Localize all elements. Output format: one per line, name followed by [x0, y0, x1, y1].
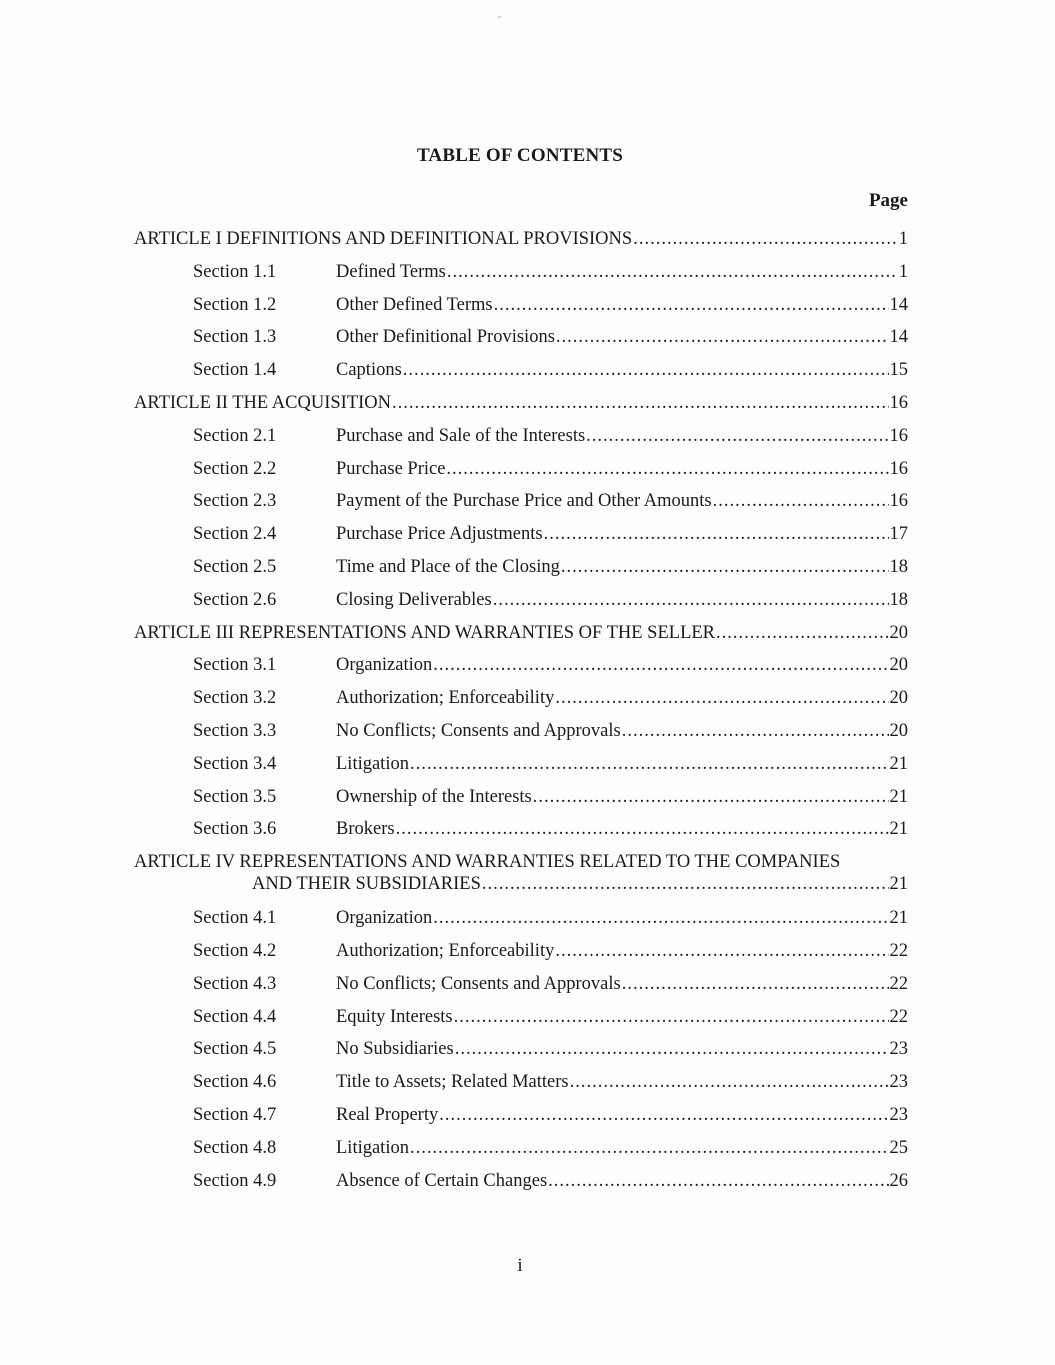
- section-number: Section 3.2: [193, 688, 277, 709]
- page-number: 1: [898, 261, 908, 282]
- section-number: Section 2.1: [193, 425, 277, 446]
- section-number: Section 1.3: [193, 327, 277, 348]
- section-title: Ownership of the Interests: [336, 786, 532, 807]
- dot-leader: [622, 974, 889, 995]
- page-number: 16: [889, 425, 908, 446]
- page-number: 23: [889, 1072, 908, 1093]
- section-number: Section 2.3: [193, 491, 277, 512]
- section-number: Section 4.6: [193, 1072, 277, 1093]
- dot-leader: [410, 754, 889, 775]
- section-number: Section 4.8: [193, 1137, 277, 1158]
- section-title: Organization: [336, 655, 433, 676]
- section-title: Authorization; Enforceability: [336, 688, 555, 709]
- section-title: Brokers: [336, 819, 395, 840]
- dot-leader: [622, 721, 889, 742]
- scan-speck: [498, 16, 501, 18]
- section-number: Section 1.4: [193, 360, 277, 381]
- toc-article-1[interactable]: [0, 229, 1055, 262]
- article-label: ARTICLE I DEFINITIONS AND DEFINITIONAL PROVISIONS: [134, 229, 633, 249]
- section-title: Defined Terms: [336, 261, 446, 282]
- page-number: 16: [889, 392, 908, 413]
- dot-leader: [439, 1105, 888, 1126]
- page-number: 21: [889, 874, 908, 895]
- section-title: Captions: [336, 360, 402, 381]
- dot-leader: [403, 360, 889, 381]
- section-number: Section 1.2: [193, 294, 277, 315]
- dot-leader: [392, 393, 888, 414]
- page-column-header: Page: [868, 190, 908, 211]
- toc-section-4-2[interactable]: [0, 941, 1055, 974]
- section-title: Litigation: [336, 1137, 409, 1158]
- dot-leader: [544, 524, 889, 545]
- section-number: Section 4.9: [193, 1170, 277, 1191]
- section-title: Authorization; Enforceability: [336, 940, 555, 961]
- toc-section-3-5[interactable]: [0, 787, 1055, 820]
- page-number: 1: [898, 229, 908, 249]
- page-number: 21: [889, 819, 908, 840]
- toc-article-4[interactable]: [0, 852, 1055, 908]
- section-title: Closing Deliverables: [336, 589, 492, 610]
- section-number: Section 3.4: [193, 753, 277, 774]
- toc-article-2[interactable]: [0, 393, 1055, 426]
- toc-section-2-6[interactable]: [0, 590, 1055, 623]
- section-title: Purchase Price Adjustments: [336, 524, 543, 545]
- page-number: 18: [889, 589, 908, 610]
- section-number: Section 2.2: [193, 458, 277, 479]
- toc-section-2-4[interactable]: [0, 524, 1055, 557]
- page-number: 14: [889, 294, 908, 315]
- dot-leader: [493, 590, 889, 611]
- section-title: No Subsidiaries: [336, 1039, 454, 1060]
- dot-leader: [410, 1138, 889, 1159]
- toc-article-3[interactable]: [0, 623, 1055, 656]
- toc-section-4-6[interactable]: [0, 1072, 1055, 1105]
- toc-section-3-4[interactable]: [0, 754, 1055, 787]
- toc-section-2-3[interactable]: [0, 491, 1055, 524]
- toc-section-3-3[interactable]: [0, 721, 1055, 754]
- section-title: Time and Place of the Closing: [336, 556, 560, 577]
- dot-leader: [556, 327, 889, 348]
- section-number: Section 3.1: [193, 655, 277, 676]
- page-number: 20: [889, 720, 908, 741]
- toc-section-3-1[interactable]: [0, 655, 1055, 688]
- page-number: 21: [889, 786, 908, 807]
- dot-leader: [396, 819, 889, 840]
- section-number: Section 3.6: [193, 819, 277, 840]
- toc-section-4-1[interactable]: [0, 908, 1055, 941]
- section-number: Section 4.5: [193, 1039, 277, 1060]
- toc-section-2-5[interactable]: [0, 557, 1055, 590]
- section-number: Section 4.4: [193, 1006, 277, 1027]
- page-number: 16: [889, 458, 908, 479]
- section-number: Section 3.5: [193, 786, 277, 807]
- toc-section-4-5[interactable]: [0, 1039, 1055, 1072]
- dot-leader: [555, 941, 888, 962]
- table-of-contents: [0, 229, 1055, 1203]
- page-number: 22: [889, 1006, 908, 1027]
- section-number: Section 2.6: [193, 589, 277, 610]
- toc-section-4-9[interactable]: [0, 1171, 1055, 1204]
- toc-section-1-3[interactable]: [0, 327, 1055, 360]
- dot-leader: [454, 1007, 889, 1028]
- section-number: Section 4.1: [193, 908, 277, 929]
- toc-section-2-1[interactable]: [0, 426, 1055, 459]
- dot-leader: [455, 1039, 889, 1060]
- dot-leader: [446, 459, 888, 480]
- section-number: Section 4.3: [193, 973, 277, 994]
- section-number: Section 2.4: [193, 524, 277, 545]
- toc-title: TABLE OF CONTENTS: [416, 145, 624, 166]
- dot-leader: [494, 295, 889, 316]
- toc-section-4-8[interactable]: [0, 1138, 1055, 1171]
- page-number: 14: [889, 327, 908, 348]
- section-number: Section 2.5: [193, 556, 277, 577]
- section-number: Section 3.3: [193, 720, 277, 741]
- article-label-line1: ARTICLE IV REPRESENTATIONS AND WARRANTIES RELATED TO THE COMPANIES: [134, 852, 841, 873]
- section-title: Purchase and Sale of the Interests: [336, 425, 586, 446]
- dot-leader: [433, 908, 888, 929]
- page-number: 20: [889, 688, 908, 709]
- page-number: 16: [889, 491, 908, 512]
- section-title: Absence of Certain Changes: [336, 1170, 548, 1191]
- page-number: 25: [889, 1137, 908, 1158]
- section-number: Section 4.7: [193, 1104, 277, 1125]
- page-number: 22: [889, 973, 908, 994]
- toc-section-3-6[interactable]: [0, 819, 1055, 852]
- page-number: 22: [889, 940, 908, 961]
- toc-section-1-2[interactable]: [0, 295, 1055, 328]
- toc-section-3-2[interactable]: [0, 688, 1055, 721]
- section-title: Other Definitional Provisions: [336, 327, 555, 348]
- dot-leader: [555, 688, 888, 709]
- dot-leader: [482, 874, 889, 895]
- dot-leader: [713, 491, 889, 512]
- page-number: 20: [889, 622, 908, 643]
- dot-leader: [533, 787, 889, 808]
- section-title: Title to Assets; Related Matters: [336, 1072, 569, 1093]
- section-number: Section 4.2: [193, 940, 277, 961]
- section-number: Section 1.1: [193, 261, 277, 282]
- toc-section-2-2[interactable]: [0, 459, 1055, 492]
- toc-section-1-4[interactable]: [0, 360, 1055, 393]
- toc-section-4-4[interactable]: [0, 1007, 1055, 1040]
- page-number: 15: [889, 360, 908, 381]
- dot-leader: [561, 557, 889, 578]
- page-number: 21: [889, 753, 908, 774]
- dot-leader: [433, 655, 888, 676]
- dot-leader: [586, 426, 888, 447]
- page-number: 18: [889, 556, 908, 577]
- page-number: 20: [889, 655, 908, 676]
- dot-leader: [447, 262, 898, 283]
- toc-section-1-1[interactable]: [0, 262, 1055, 295]
- article-label: ARTICLE II THE ACQUISITION: [134, 392, 392, 413]
- section-title: Payment of the Purchase Price and Other Amounts: [336, 491, 712, 512]
- section-title: Purchase Price: [336, 458, 446, 479]
- section-title: Real Property: [336, 1104, 439, 1125]
- section-title: Other Defined Terms: [336, 294, 493, 315]
- section-title: Organization: [336, 908, 433, 929]
- dot-leader: [633, 229, 898, 250]
- section-title: Litigation: [336, 753, 409, 774]
- page-footer-number: i: [517, 1255, 523, 1276]
- dot-leader: [716, 623, 888, 644]
- article-label-line2: AND THEIR SUBSIDIARIES: [252, 874, 481, 895]
- page-number: 21: [889, 908, 908, 929]
- page-number: 26: [889, 1170, 908, 1191]
- section-title: Equity Interests: [336, 1006, 453, 1027]
- page-number: 23: [889, 1039, 908, 1060]
- article-label: ARTICLE III REPRESENTATIONS AND WARRANTIES OF THE SELLER: [134, 622, 716, 643]
- section-title: No Conflicts; Consents and Approvals: [336, 720, 621, 741]
- toc-section-4-3[interactable]: [0, 974, 1055, 1007]
- dot-leader: [548, 1171, 888, 1192]
- dot-leader: [570, 1072, 889, 1093]
- toc-section-4-7[interactable]: [0, 1105, 1055, 1138]
- page-number: 17: [889, 524, 908, 545]
- page-number: 23: [889, 1104, 908, 1125]
- section-title: No Conflicts; Consents and Approvals: [336, 973, 621, 994]
